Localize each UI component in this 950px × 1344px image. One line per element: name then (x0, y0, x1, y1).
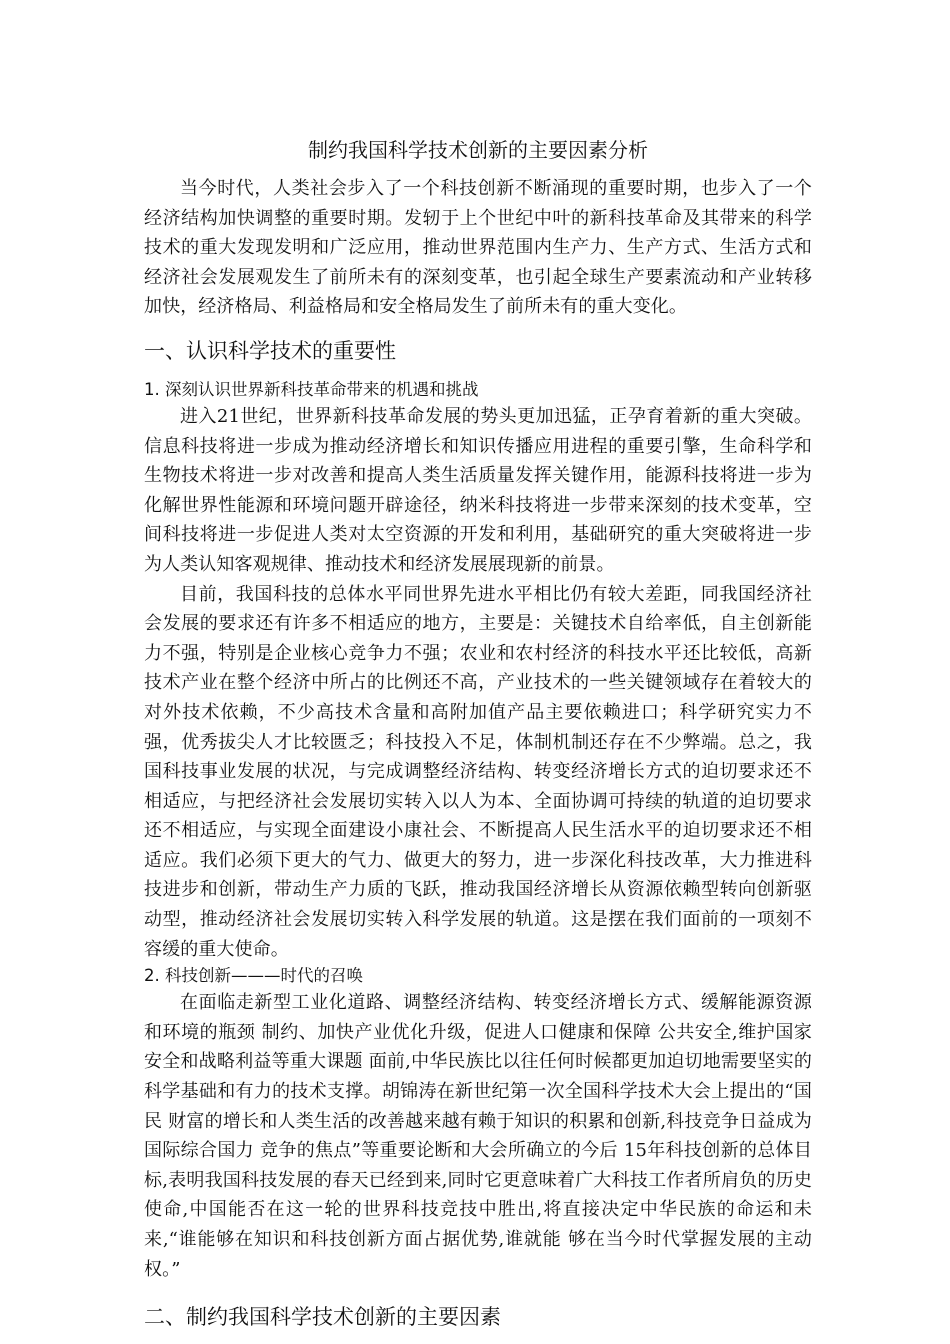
subsection-heading-1-1: 1. 深刻认识世界新科技革命带来的机遇和挑战 (144, 379, 479, 399)
section-heading-1: 一、认识科学技术的重要性 (144, 338, 396, 363)
paragraph-1-1-a: 进入21世纪，世界新科技革命发展的势头更加迅猛，正孕育着新的重大突破。信息科技将进一步成为推动经济增长和知识传播应用进程的重要引擎，生命科学和生物技术将进一步对改善和提高人类生活质量发挥关键作用，能源科技将进一步为化解世界性能源和环境问题开辟途径，纳米科技将进一步带来深刻的技术变革，空间科技将进一步促进人类对太空资源的开发和利用，基础研究的重大突破将进一步为人类认知客观规律、推动技术和经济发展展现新的前景。 (144, 405, 812, 575)
section-heading-2: 二、制约我国科学技术创新的主要因素 (144, 1305, 501, 1330)
intro-paragraph: 当今时代，人类社会步入了一个科技创新不断涌现的重要时期，也步入了一个经济结构加快调整的重要时期。发轫于上个世纪中叶的新科技革命及其带来的科学技术的重大发现发明和广泛应用，推动世界范围内生产力、生产方式、生活方式和经济社会发展观发生了前所未有的深刻变革，也引起全球生产要素流动和产业转移加快，经济格局、利益格局和安全格局发生了前所未有的重大变化。 (144, 178, 812, 318)
document-body (144, 136, 812, 1344)
paragraph-1-2-a: 在面临走新型工业化道路、调整经济结构、转变经济增长方式、缓解能源资源和环境的瓶颈 制约、加快产业优化升级，促进人口健康和保障 公共安全,维护国家安全和战略利益等重大课题 面前,中华民族比以往任何时候都更加迫切地需要坚实的科学基础和有力的技术支撑。胡锦涛在新世纪第一次全国科学技术大会上提出的“国民 财富的增长和人类生活的改善越来越有赖于知识的积累和创新,科技竞争日益成为国际综合国力 竞争的焦点”等重要论断和大会所确立的今后 15年科技创新的总体目标,表明我国科技发展的春天已经到来,同时它更意味着广大科技工作者所肩负的历史使命,中国能否在这一轮的世界科技竞技中胜出,将直接决定中华民族的命运和未来,“谁能够在知识和科技创新方面占据优势,谁就能 够在当今时代掌握发展的主动权。” (144, 992, 812, 1280)
subsection-heading-1-2: 2. 科技创新———时代的召唤 (144, 966, 363, 986)
page-title: 制约我国科学技术创新的主要因素分析 (308, 138, 648, 162)
paragraph-1-1-b: 目前，我国科技的总体水平同世界先进水平相比仍有较大差距，同我国经济社会发展的要求还有许多不相适应的地方，主要是：关键技术自给率低，自主创新能力不强，特别是企业核心竞争力不强；农业和农村经济的科技水平还比较低，高新技术产业在整个经济中所占的比例还不高，产业技术的一些关键领域存在着较大的对外技术依赖，不少高技术含量和高附加值产品主要依赖进口；科学研究实力不强，优秀拔尖人才比较匮乏；科技投入不足，体制机制还存在不少弊端。总之，我国科技事业发展的状况，与完成调整经济结构、转变经济增长方式的迫切要求还不相适应，与把经济社会发展切实转入以人为本、全面协调可持续的轨道的迫切要求还不相适应，与实现全面建设小康社会、不断提高人民生活水平的迫切要求还不相适应。我们必须下更大的气力、做更大的努力，进一步深化科技改革，大力推进科技进步和创新，带动生产力质的飞跃，推动我国经济增长从资源依赖型转向创新驱动型，推动经济社会发展切实转入科学发展的轨道。这是摆在我们面前的一项刻不容缓的重大使命。 (144, 583, 812, 960)
